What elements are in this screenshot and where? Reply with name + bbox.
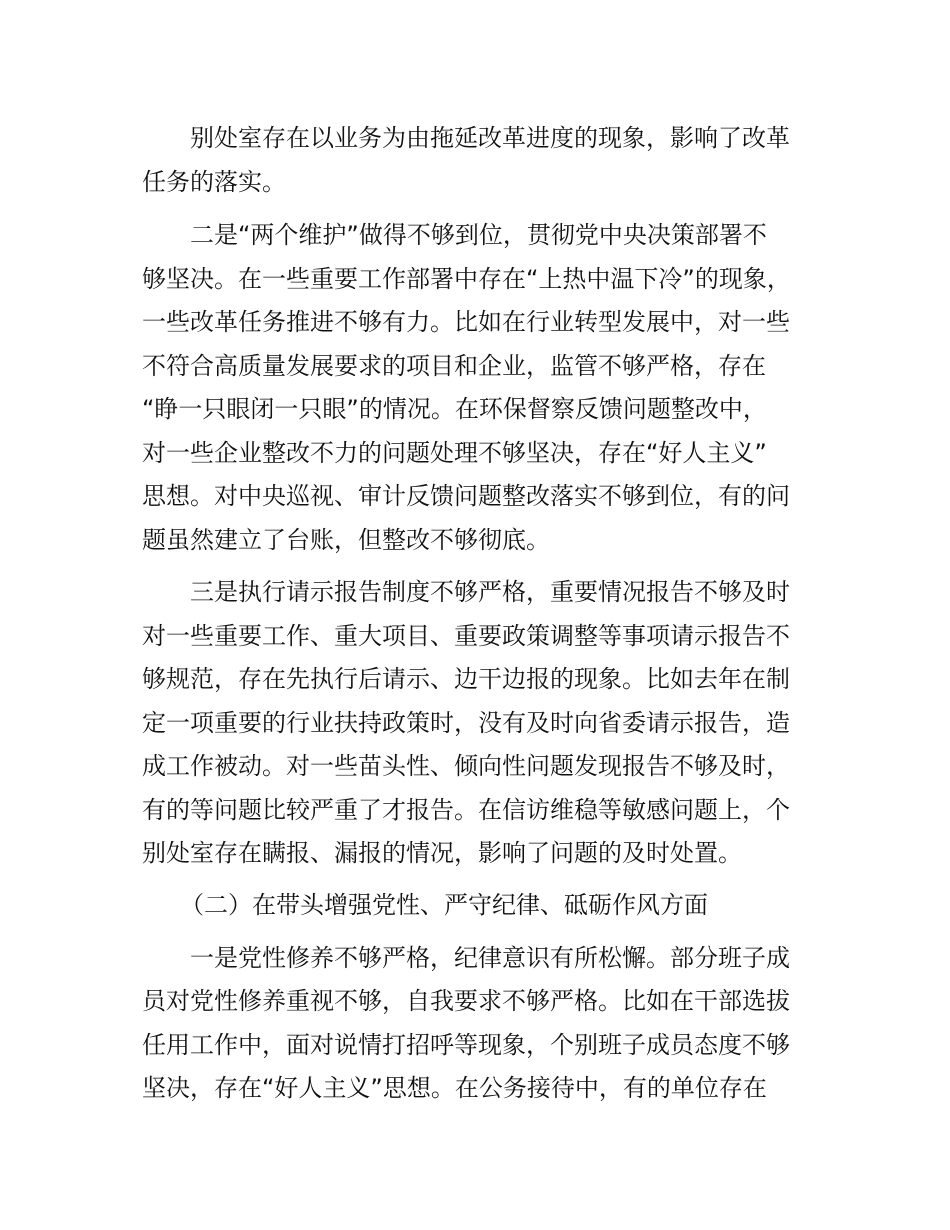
- text-line: 够规范，存在先执行后请示、边干边报的现象。比如去年在制: [142, 665, 790, 693]
- text-line: 对一些重要工作、重大项目、重要政策调整等事项请示报告不: [142, 622, 790, 650]
- text-line: 有的等问题比较严重了才报告。在信访维稳等敏感问题上，个: [142, 796, 790, 824]
- text-line: 对一些企业整改不力的问题处理不够坚决，存在“好人主义”: [142, 439, 767, 467]
- text-line: 员对党性修养重视不够，自我要求不够严格。比如在干部选拔: [142, 987, 790, 1015]
- text-line: 三是执行请示报告制度不够严格，重要情况报告不够及时: [190, 578, 790, 606]
- text-line: “睁一只眼闭一只眼”的情况。在环保督察反馈问题整改中，: [142, 395, 767, 423]
- text-line: 够坚决。在一些重要工作部署中存在“上热中温下冷”的现象，: [142, 265, 791, 293]
- text-line: 别处室存在瞒报、漏报的情况，影响了问题的及时处置。: [142, 839, 742, 867]
- text-line: 任用工作中，面对说情打招呼等现象，个别班子成员态度不够: [142, 1031, 790, 1059]
- text-line: 一些改革任务推进不够有力。比如在行业转型发展中，对一些: [142, 308, 790, 336]
- text-line: 成工作被动。对一些苗头性、倾向性问题发现报告不够及时，: [142, 752, 790, 780]
- text-line: 定一项重要的行业扶持政策时，没有及时向省委请示报告，造: [142, 709, 790, 737]
- section-heading: （二）在带头增强党性、严守纪律、砥砺作风方面: [180, 891, 708, 919]
- text-line: 思想。对中央巡视、审计反馈问题整改落实不够到位，有的问: [142, 482, 790, 510]
- text-line: 二是“两个维护”做得不够到位，贯彻党中央决策部署不: [190, 221, 767, 249]
- text-line: 别处室存在以业务为由拖延改革进度的现象，影响了改革: [190, 124, 790, 152]
- text-line: 任务的落实。: [142, 168, 286, 196]
- text-line: 一是党性修养不够严格，纪律意识有所松懈。部分班子成: [190, 944, 790, 972]
- text-line: 不符合高质量发展要求的项目和企业，监管不够严格，存在: [142, 352, 766, 380]
- text-line: 坚决，存在“好人主义”思想。在公务接待中，有的单位存在: [142, 1074, 767, 1102]
- text-line: 题虽然建立了台账，但整改不够彻底。: [142, 526, 550, 554]
